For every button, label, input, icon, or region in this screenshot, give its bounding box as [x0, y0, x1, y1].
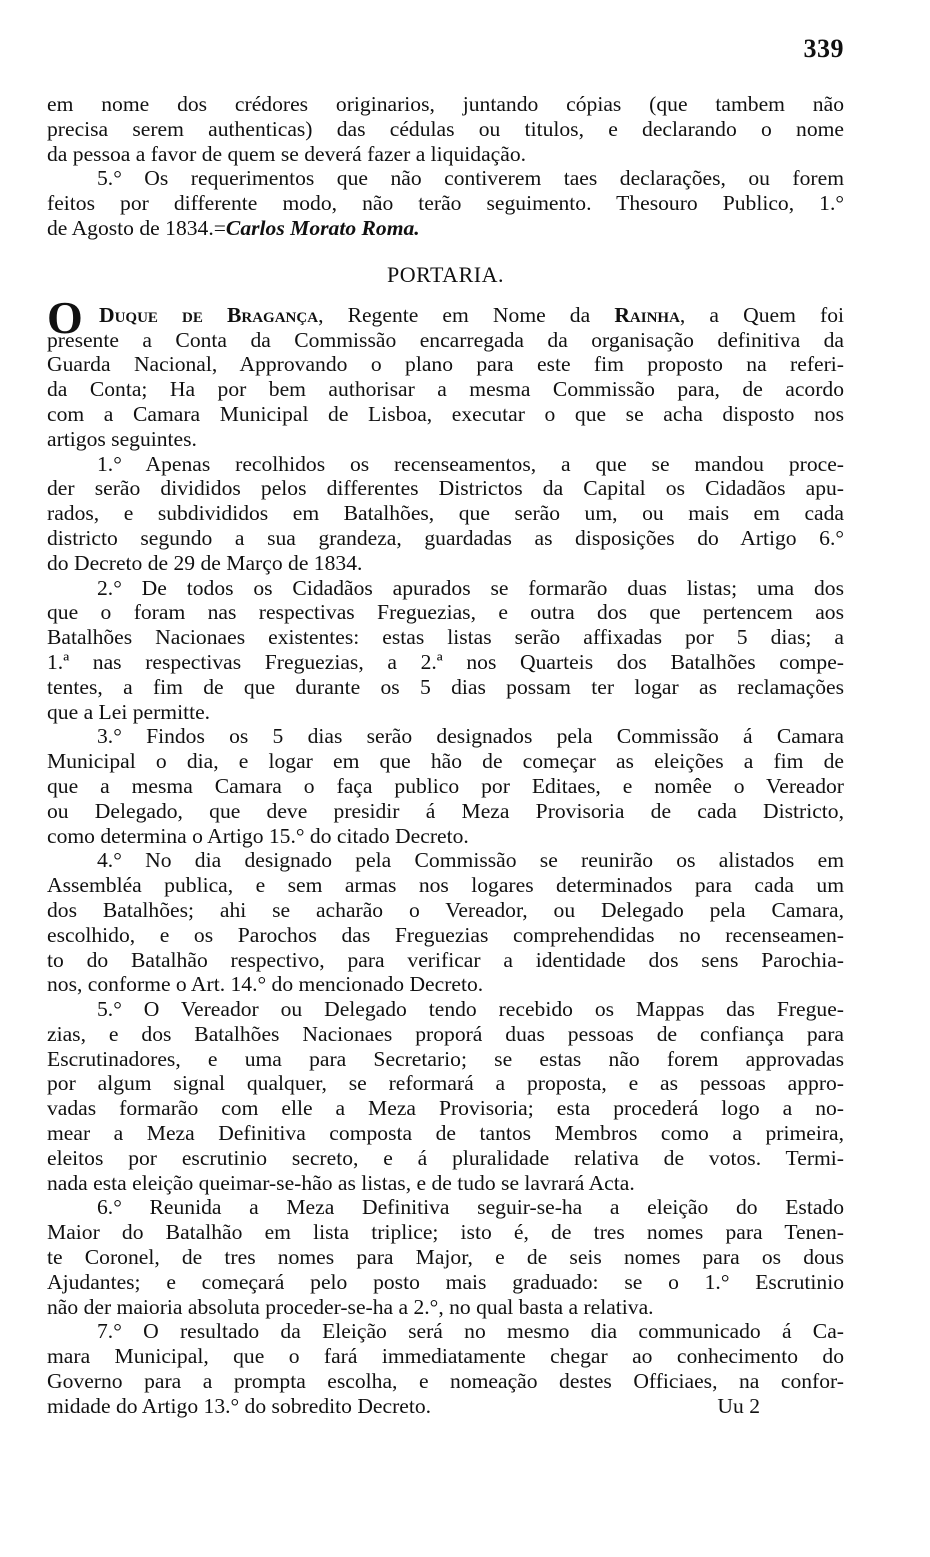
article-4 [47, 848, 844, 997]
text-line: Batalhões Nacionaes existentes: estas listas serão affixadas por 5 dias; a [47, 625, 844, 650]
text-line: der serão divididos pelos differentes Districtos da Capital os Cidadãos apu- [47, 476, 844, 501]
intro-paragraph [47, 92, 844, 241]
text-line: Assembléa publica, e sem armas nos logares determinados para cada um [47, 873, 844, 898]
text-line: tentes, a fim de que durante os 5 dias possam ter logar as reclamações [47, 674, 844, 699]
section-heading: PORTARIA. [387, 261, 504, 287]
text-line: da pessoa a favor de quem se deverá fazer a liquidação. [47, 141, 527, 166]
text-span: , a Quem foi [679, 302, 844, 327]
text-line: ou Delegado, que deve presidir á Meza Provisoria de cada Districto, [47, 798, 844, 823]
article-3 [47, 724, 844, 848]
text-line: districto segundo a sua grandeza, guardadas as disposições do Artigo 6.° [47, 525, 844, 550]
article-6 [47, 1195, 844, 1319]
text-line: não der maioria absoluta proceder-se-ha a 2.°, no qual basta a relativa. [47, 1294, 654, 1319]
articles-list [47, 452, 844, 1320]
text-line: Escrutinadores, e uma para Secretario; se estas não forem approvadas [47, 1046, 844, 1071]
text-line: dos Batalhões; ahi se acharão o Vereador, ou Delegado pela Camara, [47, 897, 844, 922]
text-line: mara Municipal, que o fará immediatamente chegar ao conhecimento do [47, 1344, 844, 1369]
text-line: mear a Meza Definitiva composta de tantos Membros como a primeira, [47, 1121, 844, 1146]
text-line: rados, e subdivididos em Batalhões, que serão um, ou mais em cada [47, 501, 844, 526]
text-line: que a Lei permitte. [47, 699, 211, 724]
text-line: do Decreto de 29 de Março de 1834. [47, 550, 363, 575]
text-line: artigos seguintes. [47, 426, 197, 451]
text-line: que o foram nas respectivas Freguezias, e outra dos que pertencem aos [47, 600, 844, 625]
text-line [47, 1394, 844, 1419]
text-line: em nome dos crédores originarios, juntando cópias (que tambem não [47, 92, 844, 116]
text-line: escolhido, e os Parochos das Freguezias comprehendidas no recenseamen- [47, 922, 844, 947]
text-line: que a mesma Camara o faça publico por Editaes, e nomêe o Vereador [47, 773, 844, 798]
text-line: 5.° Os requerimentos que não contiverem taes declarações, ou forem [97, 166, 844, 191]
text-span: , Regente em Nome da [318, 302, 615, 327]
text-line: nos, conforme o Art. 14.° do mencionado Decreto. [47, 972, 484, 997]
text-line: to do Batalhão respectivo, para verificar a identidade dos sens Parochia- [47, 947, 844, 972]
text-line: 6.° Reunida a Meza Definitiva seguir-se-ha a eleição do Estado [97, 1195, 844, 1220]
drop-cap: O [47, 291, 83, 343]
page-number: 339 [803, 34, 844, 63]
text-line: 2.° De todos os Cidadãos apurados se formarão duas listas; uma dos [97, 575, 844, 600]
text-line: 1.ª nas respectivas Freguezias, a 2.ª nos Quarteis dos Batalhões compe- [47, 649, 844, 674]
text-line: com a Camara Municipal de Lisboa, executar o que se acha disposto nos [47, 401, 844, 426]
text-line: nada esta eleição queimar-se-hão as listas, e de tudo se lavrará Acta. [47, 1170, 635, 1195]
text-line: precisa serem authenticas) das cédulas ou titulos, e declarando o nome [47, 116, 844, 141]
smallcaps-text: Rainha [614, 302, 680, 327]
article-1 [47, 452, 844, 576]
text-line: Maior do Batalhão em lista triplice; isto é, de tres nomes para Tenen- [47, 1220, 844, 1245]
text-line [47, 216, 844, 241]
text-line: feitos por differente modo, não terão seguimento. Thesouro Publico, 1.° [47, 191, 844, 216]
document-body [47, 92, 844, 1419]
text-line: presente a Conta da Commissão encarregada da organisação definitiva da [47, 327, 844, 352]
smallcaps-text: Duque de Bragança [99, 302, 319, 327]
text-line: Municipal o dia, e logar em que hão de começar as eleições a fim de [47, 749, 844, 774]
text-line: 5.° O Vereador ou Delegado tendo recebido os Mappas das Fregue- [97, 997, 844, 1022]
text-line: vadas formarão com elle a Meza Provisoria; esta procederá logo a no- [47, 1096, 844, 1121]
text-line: 7.° O resultado da Eleição será no mesmo dia communicado á Ca- [97, 1319, 844, 1344]
text-line: te Coronel, de tres nomes para Major, e de seis nomes para os dous [47, 1245, 844, 1270]
text-line: 4.° No dia designado pela Commissão se reunirão os alistados em [97, 848, 844, 873]
text-line: eleitos por escrutinio secreto, e á pluralidade relativa de votos. Termi- [47, 1145, 844, 1170]
text-line: 3.° Findos os 5 dias serão designados pela Commissão á Camara [97, 724, 844, 749]
text-line: Guarda Nacional, Approvando o plano para este fim proposto na referi- [47, 352, 844, 377]
text-line: Ajudantes; e começará pelo posto mais graduado: se o 1.° Escrutinio [47, 1269, 844, 1294]
text-span: midade do Artigo 13.° do sobredito Decreto. [47, 1393, 432, 1418]
text-line: Governo para a prompta escolha, e nomeação destes Officiaes, na confor- [47, 1369, 844, 1394]
text-line: como determina o Artigo 15.° do citado Decreto. [47, 823, 469, 848]
signature-mark: Uu 2 [717, 1393, 760, 1418]
preamble-paragraph [47, 291, 844, 452]
text-line: por algum signal qualquer, se reformará a proposta, e as pessoas appro- [47, 1071, 844, 1096]
text-line: da Conta; Ha por bem authorisar a mesma Commissão para, de acordo [47, 377, 844, 402]
article-7 [47, 1319, 844, 1418]
date-text: de Agosto de 1834.= [47, 215, 226, 240]
article-2 [47, 576, 844, 725]
text-line: 1.° Apenas recolhidos os recenseamentos, a que se mandou proce- [97, 451, 844, 476]
text-line [47, 303, 844, 328]
text-line: zias, e dos Batalhões Nacionaes proporá duas pessoas de confiança para [47, 1021, 844, 1046]
signature-name: Carlos Morato Roma. [225, 215, 420, 240]
article-5 [47, 997, 844, 1195]
